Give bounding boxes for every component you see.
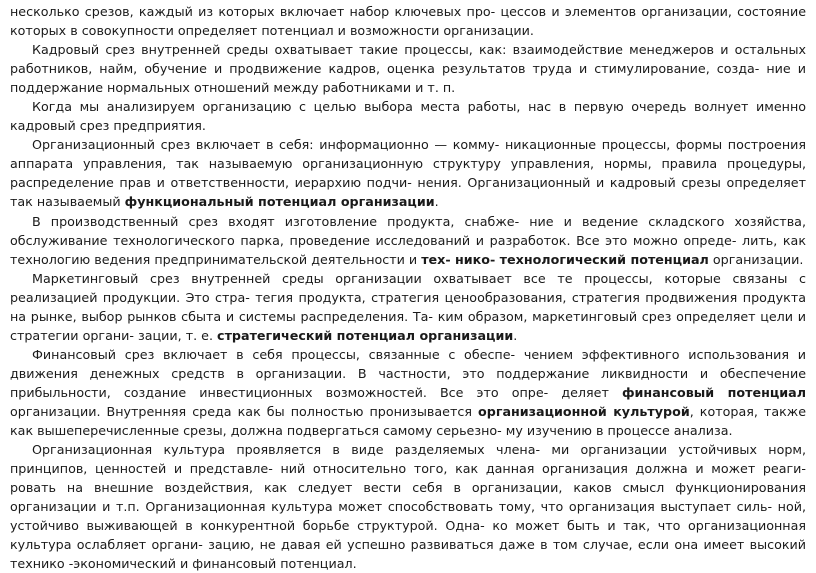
paragraph-text: В производственный срез входят изготовление продукта, снабже- ние и ведение складского хозяйства, обслуживание технологического парка, проведение исследований и разработок. Все это можно опреде- лить, как технологию ведения предпринимательской деятельности и bbox=[10, 213, 806, 267]
paragraph bbox=[10, 212, 806, 269]
paragraph-text: Маркетинговый срез внутренней среды организации охватывает все те процессы, которые связаны с реализацией продукции. Это стра- тегия продукта, стратегия ценообразования, стратегия продвижения продукта на рынке, выбор рынков сбыта и системы распределения. Та- ким образом, маркетинговый срез определяет цели и стратегии органи- зации, т. е. bbox=[10, 270, 806, 343]
bold-term: стратегический потенциал организации bbox=[217, 327, 514, 343]
paragraph-text: Когда мы анализируем организацию с целью выбора места работы, нас в первую очередь волнует именно кадровый срез предприятия. bbox=[10, 99, 806, 134]
paragraph-text: Кадровый срез внутренней среды охватывает такие процессы, как: взаимодействие менеджеров и остальных работников, найм, обучение и продвижение кадров, оценка результатов труда и стимулирование, созда- ние и поддержание нормальных отношений между работниками и т. п. bbox=[10, 42, 806, 96]
paragraph bbox=[10, 345, 806, 440]
paragraph-text: Финансовый срез включает в себя процессы, связанные с обеспе- чением эффективного использования и движения денежных средств в организации. В частности, это поддержание ликвидности и обеспечение прибыльности, создание инвестиционных возможностей. Все это опре- деляет bbox=[10, 346, 806, 400]
document-page bbox=[10, 2, 806, 573]
paragraph bbox=[10, 97, 806, 135]
paragraph bbox=[10, 269, 806, 345]
paragraph-text: . bbox=[513, 327, 518, 343]
bold-term: организационной культурой bbox=[478, 403, 690, 419]
paragraph-text: . bbox=[434, 194, 439, 210]
paragraph-text: Организационный срез включает в себя: информационно — комму- никационные процессы, формы построения аппарата управления, так называемую организационную структуру управления, нормы, правила процедуры, распределение прав и ответственности, иерархию подчи- нения. Организационный и кадровый срезы определяет так называемый bbox=[10, 137, 806, 210]
paragraph bbox=[10, 135, 806, 211]
paragraph bbox=[10, 440, 806, 573]
bold-term: тех- нико- технологический потенциал bbox=[421, 251, 709, 267]
paragraph-text: несколько срезов, каждый из которых включает набор ключевых про- цессов и элементов организации, состояние которых в совокупности определяет потенциал и возможности организации. bbox=[10, 4, 806, 39]
paragraph-text: , которая, также как вышеперечисленные срезы, должна подвергаться самому серьезно- му изучению в процессе анализа. bbox=[10, 403, 806, 439]
bold-term: финансовый потенциал bbox=[621, 384, 806, 400]
paragraph bbox=[10, 2, 806, 40]
bold-term: функциональный потенциал организации bbox=[124, 194, 435, 210]
paragraph-text: организации. bbox=[708, 251, 804, 267]
paragraph bbox=[10, 40, 806, 97]
paragraph-text: Организационная культура проявляется в виде разделяемых члена- ми организации устойчивых норм, принципов, ценностей и представле- ний относительно того, как данная организация должна и может реаги- ровать на внешние воздействия, как следует вести себя в организации, каков смысл функционирования организации и т.п. Организационная культура может способствовать тому, что организация выступает силь- ной, устойчиво выживающей в конкурентной борьбе структурой. Одна- ко может быть и так, что организационная культура ослабляет органи- зацию, не давая ей успешно развиваться даже в том случае, если она имеет высокий технико -экономический и финансовый потенциал. bbox=[10, 442, 806, 572]
paragraph-text: организации. Внутренняя среда как бы полностью пронизывается bbox=[10, 403, 479, 419]
